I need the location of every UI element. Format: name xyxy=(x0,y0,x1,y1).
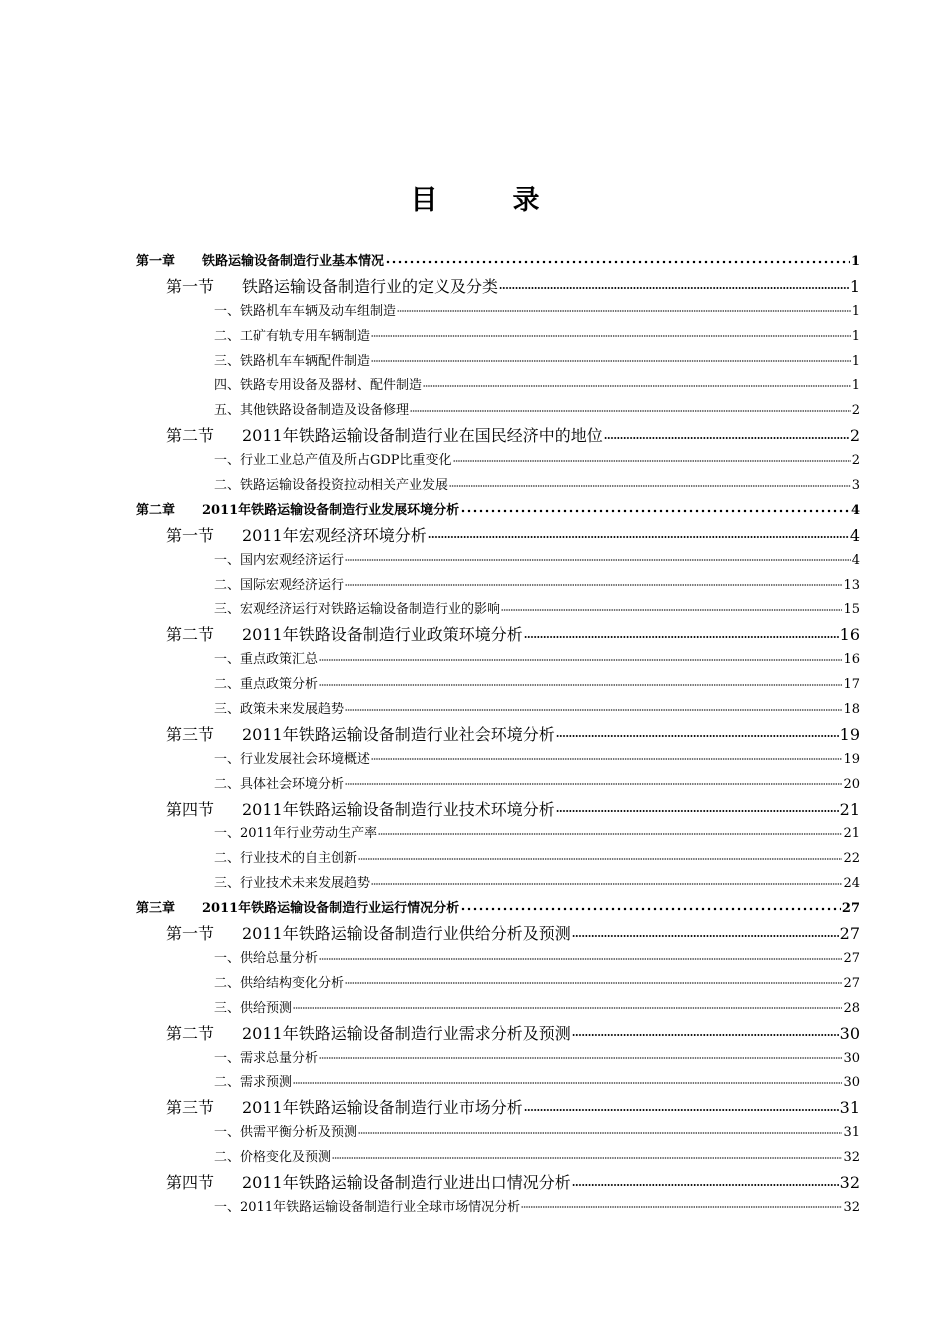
toc-page-number: 1 xyxy=(851,303,860,319)
toc-page-number: 17 xyxy=(843,677,860,693)
dot-leader xyxy=(460,501,850,514)
toc-entry-text: 铁路运输设备制造行业基本情况 xyxy=(202,254,385,269)
toc-page-number: 19 xyxy=(843,751,860,767)
toc-section-entry[interactable] xyxy=(136,922,860,947)
dot-leader xyxy=(524,624,839,640)
toc-entry-text: 四、铁路专用设备及器材、配件制造 xyxy=(214,378,423,394)
toc-page-number: 16 xyxy=(839,625,860,645)
toc-entry-text: 一、2011年行业劳动生产率 xyxy=(214,826,378,842)
toc-page-number: 18 xyxy=(843,702,860,718)
toc-page-number: 32 xyxy=(843,1150,860,1166)
toc-entry-label xyxy=(166,524,427,549)
toc-page-number: 32 xyxy=(839,1172,860,1192)
toc-entry-label xyxy=(166,1096,523,1121)
dot-leader xyxy=(556,724,839,740)
toc-page-number: 2 xyxy=(851,453,860,469)
dot-leader xyxy=(604,425,849,441)
toc-item-entry[interactable] xyxy=(136,1146,860,1171)
dot-leader xyxy=(423,376,851,389)
toc-entry-text: 2011年铁路运输设备制造行业发展环境分析 xyxy=(202,502,460,518)
toc-entry-number: 第二节 xyxy=(166,625,215,645)
dot-leader xyxy=(572,1023,839,1039)
toc-entry-text: 二、具体社会环境分析 xyxy=(214,776,345,792)
toc-item-entry[interactable] xyxy=(136,1121,860,1146)
toc-entry-label xyxy=(166,275,498,300)
toc-entry-label xyxy=(214,1196,520,1221)
toc-page-number: 21 xyxy=(839,799,860,819)
toc-page-number: 4 xyxy=(851,552,860,568)
toc-entry-label xyxy=(214,1121,357,1146)
toc-page-number: 4 xyxy=(849,525,860,545)
toc-page-number: 16 xyxy=(843,652,860,668)
toc-chapter-entry[interactable] xyxy=(136,499,860,524)
toc-item-entry[interactable] xyxy=(136,549,860,574)
dot-leader xyxy=(358,1123,842,1136)
toc-item-entry[interactable] xyxy=(136,847,860,872)
dot-leader xyxy=(385,252,850,265)
toc-entry-label xyxy=(166,1022,571,1047)
toc-entry-number: 第一章 xyxy=(136,254,176,269)
dot-leader xyxy=(332,1148,842,1161)
toc-entry-label xyxy=(214,773,344,798)
toc-entry-number: 第二章 xyxy=(136,502,176,518)
dot-leader xyxy=(319,949,842,962)
toc-entry-text: 一、国内宏观经济运行 xyxy=(214,552,345,568)
toc-entry-label xyxy=(214,997,292,1022)
toc-entry-label xyxy=(166,798,555,823)
toc-page-number: 27 xyxy=(843,975,860,991)
toc-page-number: 4 xyxy=(850,502,860,518)
toc-entry-number: 第二节 xyxy=(166,426,215,446)
toc-entry-label xyxy=(214,574,344,599)
toc-entry-text: 一、供给总量分析 xyxy=(214,950,319,966)
toc-page-number: 2 xyxy=(851,403,860,419)
toc-item-entry[interactable] xyxy=(136,399,860,424)
toc-entry-text: 一、需求总量分析 xyxy=(214,1050,319,1066)
toc-entry-text: 一、2011年铁路运输设备制造行业全球市场情况分析 xyxy=(214,1199,521,1215)
toc-section-entry[interactable] xyxy=(136,1096,860,1121)
toc-section-entry[interactable] xyxy=(136,798,860,823)
dot-leader xyxy=(453,451,851,464)
table-of-contents xyxy=(136,250,860,1221)
dot-leader xyxy=(319,650,842,663)
toc-entry-text: 二、供给结构变化分析 xyxy=(214,975,345,991)
toc-entry-text: 二、铁路运输设备投资拉动相关产业发展 xyxy=(214,478,449,494)
dot-leader xyxy=(319,1049,842,1062)
toc-entry-text: 一、行业发展社会环境概述 xyxy=(214,751,371,767)
toc-entry-number: 第三节 xyxy=(166,1098,215,1118)
toc-entry-text: 2011年铁路运输设备制造行业进出口情况分析 xyxy=(242,1172,571,1192)
toc-entry-number: 第三节 xyxy=(166,724,215,744)
toc-entry-label xyxy=(214,449,452,474)
toc-entry-label xyxy=(214,673,318,698)
dot-leader xyxy=(345,576,842,589)
toc-section-entry[interactable] xyxy=(136,623,860,648)
toc-entry-text: 三、铁路机车车辆配件制造 xyxy=(214,353,371,369)
toc-item-entry[interactable] xyxy=(136,947,860,972)
toc-entry-label xyxy=(214,300,396,325)
toc-item-entry[interactable] xyxy=(136,449,860,474)
toc-item-entry[interactable] xyxy=(136,997,860,1022)
toc-page-number: 28 xyxy=(843,1000,860,1016)
toc-entry-text: 三、供给预测 xyxy=(214,1000,293,1016)
toc-entry-label xyxy=(166,623,523,648)
toc-page-number: 30 xyxy=(843,1075,860,1091)
toc-entry-label xyxy=(214,350,370,375)
toc-entry-text: 一、行业工业总产值及所占GDP比重变化 xyxy=(214,453,452,469)
toc-entry-text: 2011年铁路运输设备制造行业供给分析及预测 xyxy=(242,924,571,944)
toc-item-entry[interactable] xyxy=(136,972,860,997)
toc-entry-label xyxy=(214,598,500,623)
toc-item-entry[interactable] xyxy=(136,300,860,325)
toc-item-entry[interactable] xyxy=(136,673,860,698)
toc-entry-text: 2011年铁路运输设备制造行业社会环境分析 xyxy=(242,724,555,744)
page-title: 目 录 xyxy=(410,185,564,216)
toc-page-number: 21 xyxy=(843,826,860,842)
toc-entry-text: 五、其他铁路设备制造及设备修理 xyxy=(214,403,410,419)
toc-page-number: 22 xyxy=(843,851,860,867)
toc-entry-text: 三、政策未来发展趋势 xyxy=(214,702,345,718)
toc-entry-text: 二、需求预测 xyxy=(214,1075,293,1091)
dot-leader xyxy=(501,600,842,613)
dot-leader xyxy=(521,1198,842,1211)
dot-leader xyxy=(319,675,842,688)
toc-page-number: 1 xyxy=(851,378,860,394)
toc-entry-label xyxy=(214,474,448,499)
toc-entry-text: 2011年铁路运输设备制造行业技术环境分析 xyxy=(242,799,555,819)
toc-item-entry[interactable] xyxy=(136,773,860,798)
toc-item-entry[interactable] xyxy=(136,872,860,897)
toc-page-number: 1 xyxy=(851,328,860,344)
toc-entry-text: 三、宏观经济运行对铁路运输设备制造行业的影响 xyxy=(214,602,501,618)
toc-page-number: 27 xyxy=(843,950,860,966)
dot-leader xyxy=(358,849,842,862)
dot-leader xyxy=(428,525,849,541)
dot-leader xyxy=(449,476,851,489)
toc-page-number: 1 xyxy=(849,276,860,296)
toc-entry-text: 2011年宏观经济环境分析 xyxy=(242,525,427,545)
toc-page-number: 27 xyxy=(841,901,860,917)
toc-entry-number: 第四节 xyxy=(166,799,215,819)
toc-entry-label xyxy=(214,399,409,424)
toc-entry-number: 第四节 xyxy=(166,1172,215,1192)
toc-item-entry[interactable] xyxy=(136,350,860,375)
toc-section-entry[interactable] xyxy=(136,1171,860,1196)
toc-entry-text: 2011年铁路运输设备制造行业需求分析及预测 xyxy=(242,1023,571,1043)
toc-page-number: 3 xyxy=(851,478,860,494)
toc-entry-text: 二、行业技术的自主创新 xyxy=(214,851,358,867)
toc-page-number: 32 xyxy=(843,1199,860,1215)
toc-item-entry[interactable] xyxy=(136,374,860,399)
toc-entry-text: 2011年铁路运输设备制造行业在国民经济中的地位 xyxy=(242,426,603,446)
toc-page-number: 24 xyxy=(843,876,860,892)
dot-leader xyxy=(293,999,842,1012)
toc-item-entry[interactable] xyxy=(136,1071,860,1096)
toc-entry-text: 2011年铁路设备制造行业政策环境分析 xyxy=(242,625,523,645)
toc-page-number: 1 xyxy=(850,254,860,269)
toc-section-entry[interactable] xyxy=(136,275,860,300)
toc-section-entry[interactable] xyxy=(136,524,860,549)
toc-entry-number: 第三章 xyxy=(136,901,176,917)
toc-section-entry[interactable] xyxy=(136,1022,860,1047)
toc-entry-label xyxy=(214,549,344,574)
toc-entry-text: 一、重点政策汇总 xyxy=(214,652,319,668)
dot-leader xyxy=(371,352,851,365)
toc-entry-label xyxy=(166,1171,571,1196)
dot-leader xyxy=(293,1073,842,1086)
toc-entry-text: 二、工矿有轨专用车辆制造 xyxy=(214,328,371,344)
toc-entry-text: 铁路运输设备制造行业的定义及分类 xyxy=(242,276,499,296)
toc-item-entry[interactable] xyxy=(136,698,860,723)
toc-entry-text: 二、价格变化及预测 xyxy=(214,1150,332,1166)
toc-entry-label xyxy=(214,325,370,350)
toc-page-number: 31 xyxy=(839,1098,860,1118)
toc-chapter-entry[interactable] xyxy=(136,897,860,922)
toc-entry-label xyxy=(214,972,344,997)
toc-entry-label xyxy=(214,947,318,972)
toc-item-entry[interactable] xyxy=(136,1196,860,1221)
toc-item-entry[interactable] xyxy=(136,1047,860,1072)
dot-leader xyxy=(397,302,851,315)
toc-item-entry[interactable] xyxy=(136,574,860,599)
toc-chapter-entry[interactable] xyxy=(136,250,860,275)
toc-page-number: 1 xyxy=(851,353,860,369)
toc-entry-label xyxy=(214,698,344,723)
dot-leader xyxy=(345,775,842,788)
dot-leader xyxy=(378,824,842,837)
toc-item-entry[interactable] xyxy=(136,822,860,847)
toc-entry-text: 二、国际宏观经济运行 xyxy=(214,577,345,593)
toc-entry-number: 第一节 xyxy=(166,276,215,296)
toc-entry-label xyxy=(214,822,377,847)
dot-leader xyxy=(572,923,839,939)
toc-page-number: 30 xyxy=(839,1023,860,1043)
toc-entry-label xyxy=(214,648,318,673)
toc-entry-text: 二、重点政策分析 xyxy=(214,677,319,693)
toc-entry-label xyxy=(166,723,555,748)
dot-leader xyxy=(460,899,841,912)
toc-item-entry[interactable] xyxy=(136,598,860,623)
dot-leader xyxy=(524,1097,839,1113)
toc-item-entry[interactable] xyxy=(136,748,860,773)
dot-leader xyxy=(410,401,851,414)
toc-section-entry[interactable] xyxy=(136,723,860,748)
toc-entry-label xyxy=(166,424,603,449)
toc-page-number: 20 xyxy=(843,776,860,792)
dot-leader xyxy=(371,750,842,763)
dot-leader xyxy=(371,327,851,340)
toc-entry-text: 一、供需平衡分析及预测 xyxy=(214,1125,358,1141)
toc-page-number: 15 xyxy=(843,602,860,618)
toc-entry-label xyxy=(214,847,357,872)
toc-page-number: 27 xyxy=(839,924,860,944)
dot-leader xyxy=(371,874,842,887)
toc-entry-text: 一、铁路机车车辆及动车组制造 xyxy=(214,303,397,319)
toc-entry-number: 第二节 xyxy=(166,1023,215,1043)
toc-entry-number: 第一节 xyxy=(166,525,215,545)
toc-entry-text: 三、行业技术未来发展趋势 xyxy=(214,876,371,892)
toc-item-entry[interactable] xyxy=(136,474,860,499)
toc-entry-label xyxy=(214,872,370,897)
toc-entry-label xyxy=(214,1047,318,1072)
toc-entry-text: 2011年铁路运输设备制造行业运行情况分析 xyxy=(202,901,460,917)
toc-entry-label xyxy=(214,1071,292,1096)
toc-item-entry[interactable] xyxy=(136,648,860,673)
toc-entry-label xyxy=(166,922,571,947)
toc-page-number: 19 xyxy=(839,724,860,744)
toc-page-number: 2 xyxy=(849,426,860,446)
toc-entry-label xyxy=(136,499,459,524)
dot-leader xyxy=(572,1172,839,1188)
toc-entry-label xyxy=(136,897,459,922)
toc-entry-text: 2011年铁路运输设备制造行业市场分析 xyxy=(242,1098,523,1118)
toc-page-number: 31 xyxy=(843,1125,860,1141)
dot-leader xyxy=(556,799,839,815)
toc-entry-label xyxy=(214,748,370,773)
toc-entry-label xyxy=(214,1146,331,1171)
dot-leader xyxy=(345,551,851,564)
dot-leader xyxy=(345,974,842,987)
dot-leader xyxy=(345,700,842,713)
toc-entry-number: 第一节 xyxy=(166,924,215,944)
toc-section-entry[interactable] xyxy=(136,424,860,449)
dot-leader xyxy=(499,276,849,292)
toc-page-number: 13 xyxy=(843,577,860,593)
toc-entry-label xyxy=(214,374,422,399)
toc-entry-label xyxy=(136,250,384,275)
toc-item-entry[interactable] xyxy=(136,325,860,350)
toc-page-number: 30 xyxy=(843,1050,860,1066)
